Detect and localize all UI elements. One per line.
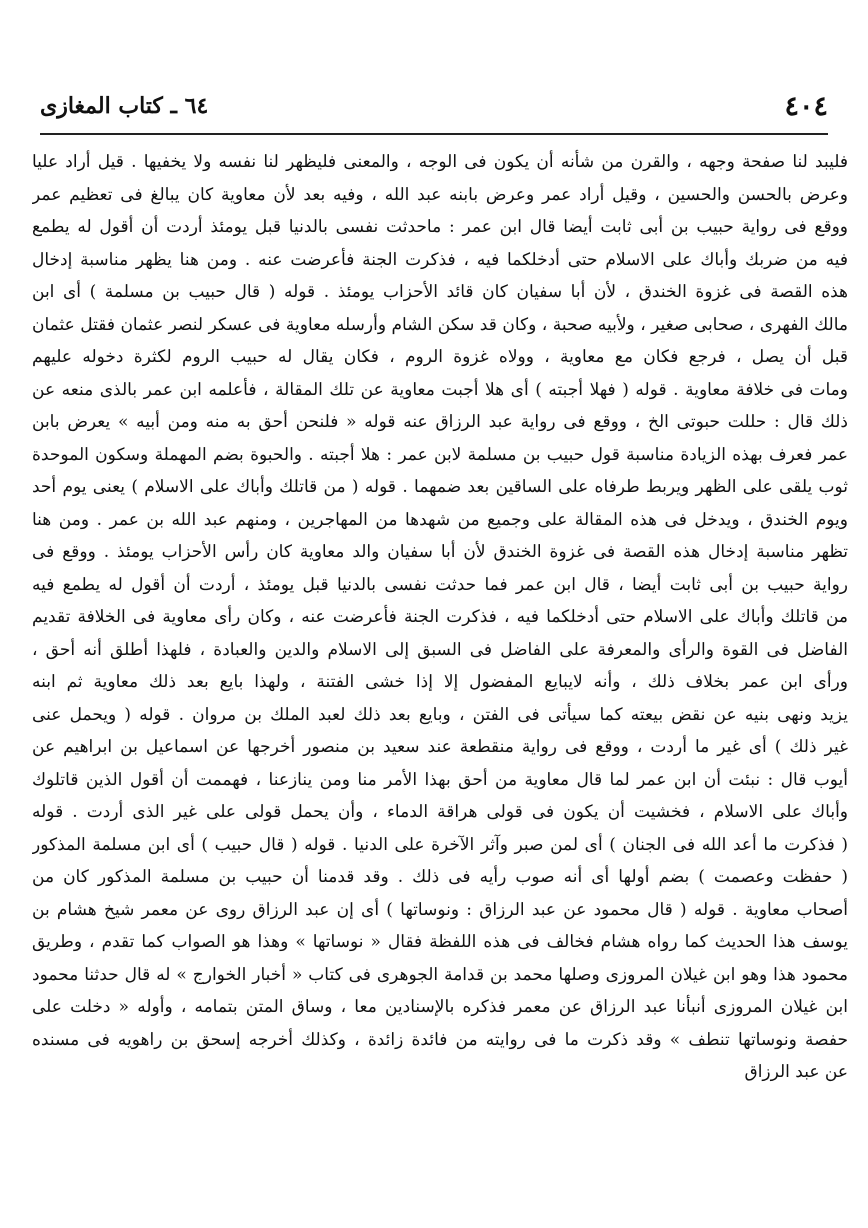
- text-line: مالك الفهرى ، صحابى صغير ، ولأبيه صحبة ، وكان قد سكن الشام وأرسله معاوية فى عسكر لنصر عثمان فقتل عثمان: [32, 314, 848, 335]
- text-line: ووقع فى رواية حبيب بن أبى ثابت أيضا قال ابن عمر : ماحدثت نفسى بالدنيا قبل يومئذ أردت أن أقول له يطمع: [32, 217, 848, 237]
- text-line: فيه من ضربك وأباك على الاسلام حتى أدخلكما فيه ، فذكرت الجنة فأعرضت عنه . ومن هنا يظهر مناسبة إدخال: [32, 249, 848, 270]
- page-number: ٤٠٤: [784, 90, 828, 122]
- commentary-paragraph: [32, 146, 848, 1089]
- text-line: فليبد لنا صفحة وجهه ، والقرن من شأنه أن يكون فى الوجه ، والمعنى فليظهر لنا نفسه ولا يخفيها . قيل أراد عليا: [32, 152, 848, 172]
- text-line: محمود هذا وهو ابن غيلان المروزى وصلها محمد بن قدامة الجوهرى فى كتاب « أخبار الخوارج » له قال حدثنا محمود: [32, 964, 848, 985]
- text-line: قبل أن يصل ، فرجع فكان مع معاوية ، وولاه غزوة الروم ، فكان يقال له حبيب الروم لكثرة دخوله عليهم: [32, 347, 848, 367]
- text-line: حفصة ونوساتها تنطف » وقد ذكرت ما فى روايته من فائدة زائدة ، وكذلك أخرجه إسحق بن راهويه فى مسنده: [32, 1029, 848, 1050]
- text-line: عن عبد الرزاق: [744, 1062, 848, 1082]
- text-line: الفاضل فى القوة والرأى والمعرفة على الفاضل فى السبق إلى الاسلام والدين والعبادة ، فلهذا أطلق أنه أحق ،: [32, 639, 848, 660]
- text-line: تظهر مناسبة إدخال هذه القصة فى غزوة الخندق لأن أبا سفيان والد معاوية كان رأس الأحزاب يومئذ . ووقع فى: [32, 542, 848, 562]
- text-line: هذه القصة فى غزوة الخندق ، لأن أبا سفيان كان قائد الأحزاب يومئذ . قوله ( قال حبيب بن مسلمة ) أى ابن: [32, 282, 848, 302]
- text-line: ورأى ابن عمر بخلاف ذلك ، وأنه لايبايع المفضول إلا إذا خشى الفتنة ، ولهذا بايع بعد ذلك معاوية ثم ابنه: [32, 672, 848, 692]
- text-line: ويوم الخندق ، ويدخل فى هذه المقالة على وجميع من شهدها من المهاجرين ، ومنهم عبد الله بن عمر . ومن هنا: [32, 509, 848, 530]
- text-line: عمر فعرف بهذه الزيادة مناسبة قول حبيب بن مسلمة لابن عمر : هلا أجبته . والحبوة بضم المهملة وسكون الموحدة: [32, 444, 848, 465]
- header-rule: [40, 133, 828, 135]
- text-line: وعرض بالحسن والحسين ، وقيل أراد عمر وعرض بابنه عبد الله ، وفيه بعد لأن معاوية كان يبالغ فى تعظيم عمر: [32, 184, 848, 205]
- text-line: ثوب يلقى على الظهر ويربط طرفاه على الساقين بعد ضمهما . قوله ( من قاتلك وأباك على الاسلام ) يعنى يوم أحد: [32, 477, 848, 497]
- running-title: ٦٤ ـ كتاب المغازى: [40, 93, 209, 119]
- text-line: ( فذكرت ما أعد الله فى الجنان ) أى لمن صبر وآثر الآخرة على الدنيا . قوله ( قال حبيب ) أى ابن مسلمة المذكور: [32, 834, 848, 855]
- commentary-text: [32, 146, 848, 1089]
- text-line: ومات فى خلافة معاوية . قوله ( فهلا أجبته ) أى هلا أجبت معاوية عن تلك المقالة ، فأعلمه ابن عمر بالذى منعه عن: [32, 379, 848, 400]
- text-line: يزيد ونهى بنيه عن نقض بيعته كما سيأتى فى الفتن ، وبايع بعد ذلك لعبد الملك بن مروان . قوله ( ويحمل عنى: [32, 704, 848, 725]
- text-line: وأباك على الاسلام ، فخشيت أن يكون فى قولى هراقة الدماء ، وأن يحمل قولى على غير الذى أردت . قوله: [32, 802, 848, 822]
- text-line: أيوب قال : نبئت أن ابن عمر لما قال معاوية من أحق بهذا الأمر منا ومن ينازعنا ، فهممت أن أقول الذين قاتلوك: [32, 769, 848, 790]
- text-line: ( حفظت وعصمت ) بضم أولها أى أنه صوب رأيه فى ذلك . وقد قدمنا أن حبيب بن مسلمة المذكور كان من: [32, 867, 848, 887]
- text-line: أصحاب معاوية . قوله ( قال محمود عن عبد الرزاق : ونوساتها ) أى إن عبد الرزاق روى عن معمر شيخ هشام بن: [32, 899, 848, 920]
- text-line: ذلك قال : حللت حبوتى الخ ، ووقع فى رواية عبد الرزاق عنه قوله « فلنحن أحق به منه ومن أبيه » يعرض بابن: [32, 412, 848, 432]
- text-line: رواية حبيب بن أبى ثابت أيضا ، قال ابن عمر فما حدثت نفسى بالدنيا قبل يومئذ ، أردت أن أقول له يطمع فيه: [32, 574, 848, 595]
- text-line: غير ذلك ) أى غير ما أردت ، ووقع فى رواية منقطعة عند سعيد بن منصور أخرجها عن اسماعيل بن ابراهيم عن: [32, 737, 848, 757]
- text-line: من قاتلك وأباك على الاسلام حتى أدخلكما فيه ، فذكرت الجنة فأعرضت عنه ، وكان رأى معاوية فى الخلافة تقديم: [32, 607, 848, 627]
- text-line: يوسف هذا الحديث كما رواه هشام فخالف فى هذه اللفظة فقال « نوساتها » وهذا هو الصواب كما تقدم ، وطريق: [32, 932, 848, 952]
- page-header: [40, 82, 828, 130]
- text-line: ابن غيلان المروزى أنبأنا عبد الرزاق عن معمر فذكره بالإسنادين معا ، وساق المتن بتمامه ، وأوله « دخلت على: [32, 997, 848, 1017]
